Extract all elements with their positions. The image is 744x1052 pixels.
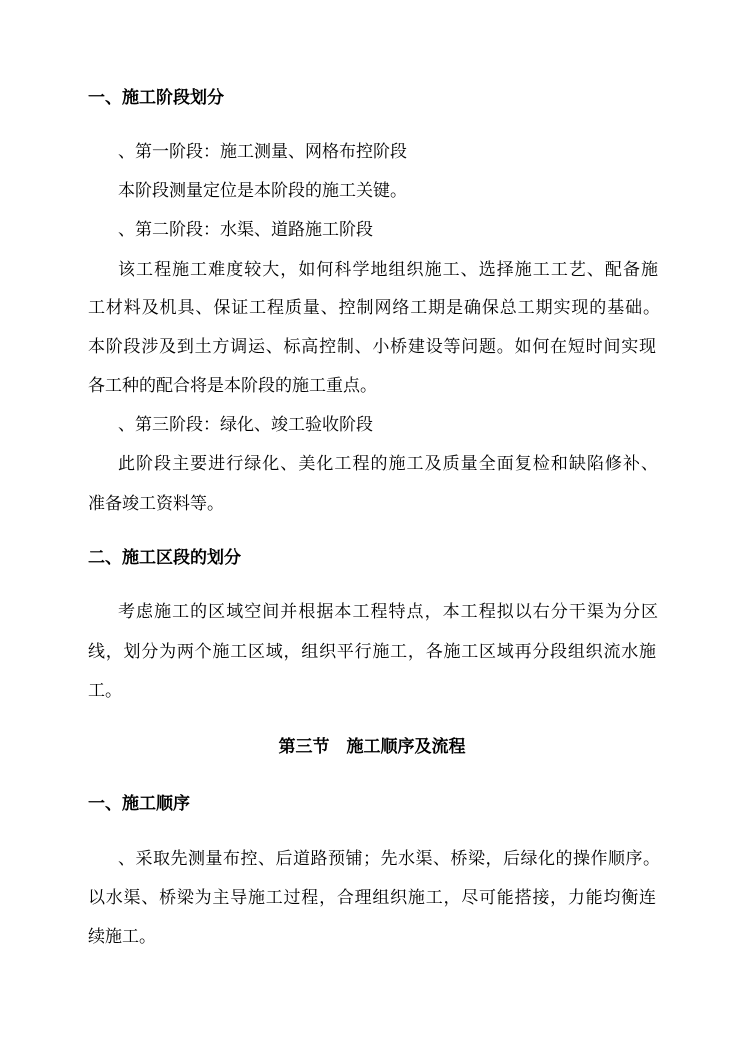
section-heading-zone-division: 二、施工区段的划分 [88,548,241,568]
phase2-text-line: 本阶段涉及到土方调运、标高控制、小桥建设等问题。如何在短时间实现 [88,337,656,357]
section2-text-line: 线，划分为两个施工区域，组织平行施工，各施工区域再分段组织流水施 [88,642,656,662]
section2-text-line: 工。 [88,681,122,701]
phase3-text-line: 此阶段主要进行绿化、美化工程的施工及质量全面复检和缺陷修补、 [118,454,658,474]
section-heading-construction-sequence: 一、施工顺序 [88,794,190,814]
phase2-text-line: 该工程施工难度较大，如何科学地组织施工、选择施工工艺、配备施 [118,260,658,280]
phase3-text-line: 准备竣工资料等。 [88,494,224,514]
section-title-sequence-and-flow: 第三节 施工顺序及流程 [278,737,466,757]
phase2-text-line: 工材料及机具、保证工程质量、控制网络工期是确保总工期实现的基础。 [88,298,660,318]
phase2-text-line: 各工种的配合将是本阶段的施工重点。 [88,376,377,396]
section2-text-line: 考虑施工的区域空间并根据本工程特点，本工程拟以右分干渠为分区 [118,602,658,622]
section3-text-line: 、采取先测量布控、后道路预铺；先水渠、桥梁，后绿化的操作顺序。 [118,849,660,869]
section3-text-line: 续施工。 [88,927,156,947]
section3-text-line: 以水渠、桥梁为主导施工过程，合理组织施工，尽可能搭接，力能均衡连 [88,888,656,908]
phase1-title: 、第一阶段：施工测量、网格布控阶段 [118,142,407,162]
phase2-title: 、第二阶段：水渠、道路施工阶段 [118,220,373,240]
phase3-title: 、第三阶段：绿化、竣工验收阶段 [118,415,373,435]
section-heading-construction-phases: 一、施工阶段划分 [88,88,224,108]
phase1-text: 本阶段测量定位是本阶段的施工关键。 [118,181,407,201]
